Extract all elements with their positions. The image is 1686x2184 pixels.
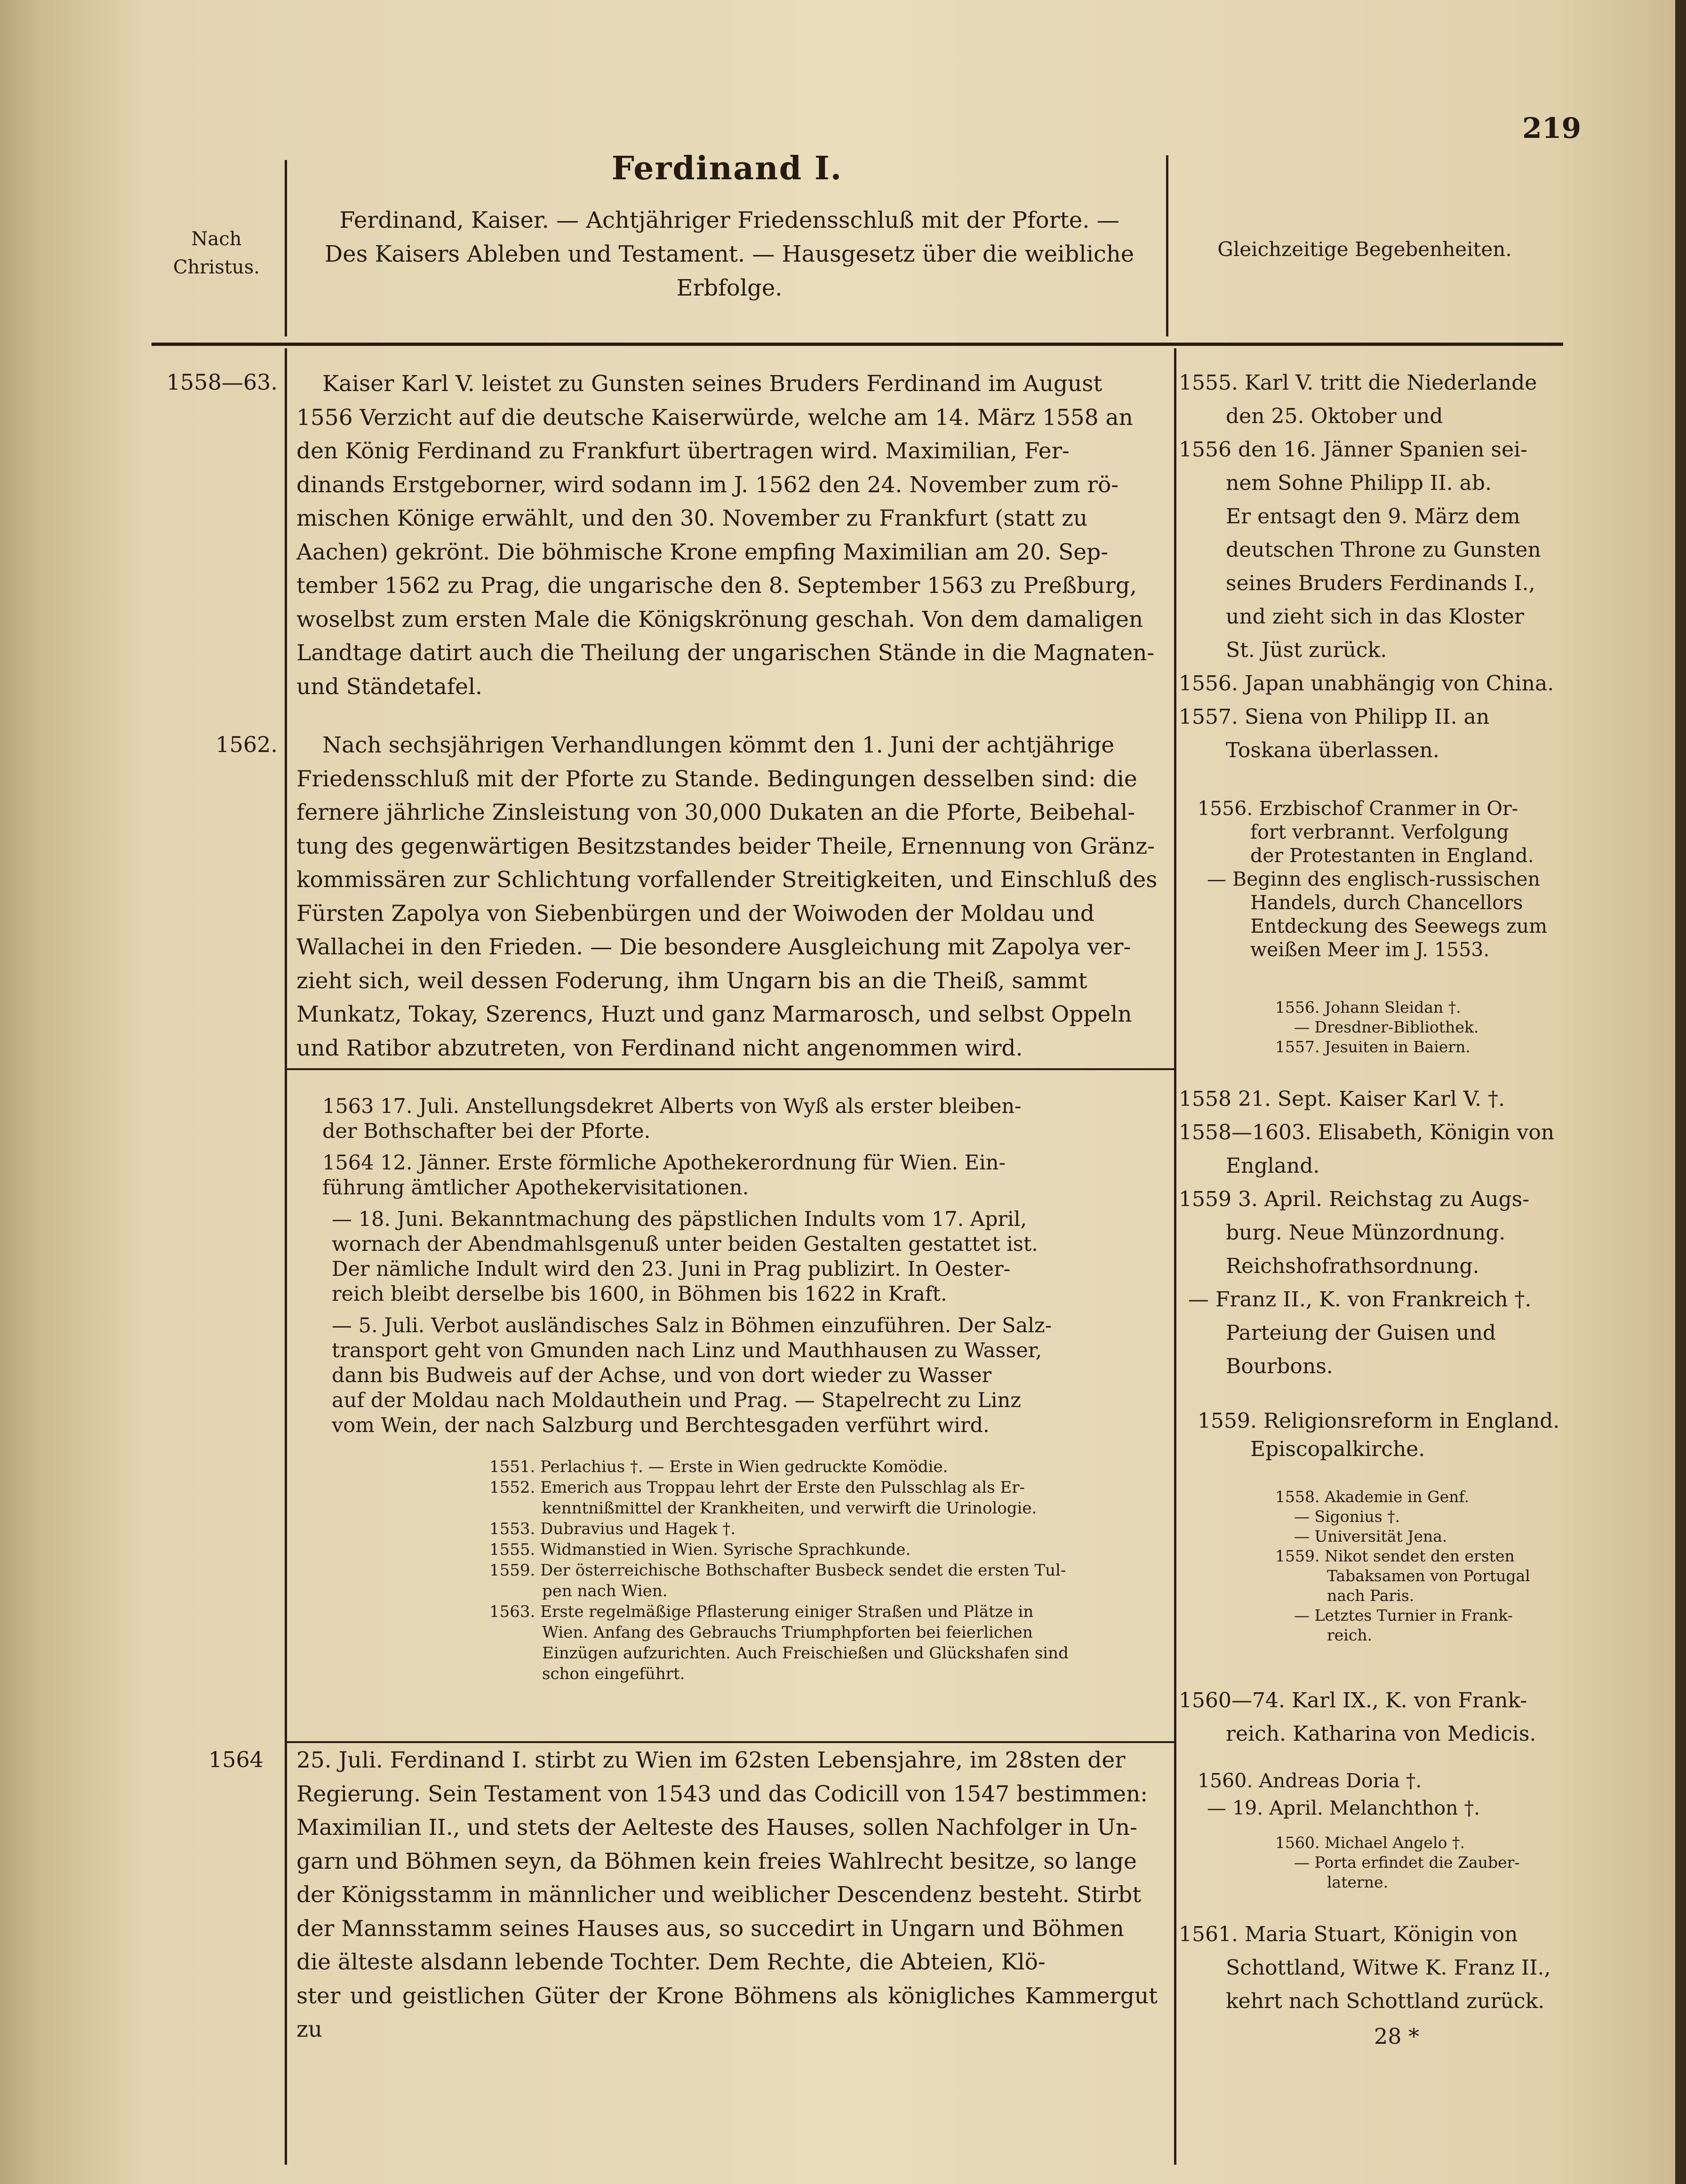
text-line: Friedensschluß mit der Pforte zu Stande. Bedingungen desselben sind: die	[296, 766, 1137, 792]
small-note-line: schon eingeführt.	[542, 1664, 685, 1683]
right-line: 1560—74. Karl IX., K. von Frank-	[1179, 1688, 1527, 1712]
binding-margin	[0, 0, 45, 2184]
subtitle-line: Ferdinand, Kaiser. — Achtjähriger Friedensschluß mit der Pforte. —	[339, 207, 1119, 233]
right-line: St. Jüst zurück.	[1226, 638, 1387, 662]
right-line: 1561. Maria Stuart, Königin von	[1179, 1922, 1518, 1946]
right-line: Entdeckung des Seewegs zum	[1250, 915, 1547, 937]
column-rule-left	[285, 348, 287, 2165]
right-line: laterne.	[1327, 1873, 1389, 1891]
note-item	[322, 1313, 1155, 1438]
right-line: — Porta erfindet die Zauber-	[1294, 1853, 1520, 1872]
right-line: — Franz II., K. von Frankreich †.	[1188, 1288, 1532, 1312]
text-line: die älteste alsdann lebende Tochter. Dem Rechte, die Abteien, Klö-	[296, 1949, 1046, 1975]
header-column-years	[155, 225, 278, 281]
contemporary-block-1	[1179, 366, 1565, 767]
page-edge	[1675, 0, 1686, 2184]
note-line: auf der Moldau nach Moldauthein und Prag. — Stapelrecht zu Linz	[332, 1389, 1021, 1412]
contemporary-block-2	[1198, 797, 1565, 961]
right-line: 1556. Erzbischof Cranmer in Or-	[1198, 797, 1518, 820]
subtitle-line: Erbfolge.	[676, 275, 783, 301]
right-line: der Protestanten in England.	[1250, 844, 1534, 867]
note-line: vom Wein, der nach Salzburg und Berchtesgaden verführt wird.	[332, 1414, 990, 1437]
note-line: führung ämtlicher Apothekervisitationen.	[322, 1176, 749, 1200]
right-line: 1558—1603. Elisabeth, Königin von	[1179, 1120, 1555, 1144]
right-line: nach Paris.	[1327, 1586, 1414, 1605]
header-years-line2: Christus.	[173, 256, 260, 278]
note-line: 1564 12. Jänner. Erste förmliche Apothekerordnung für Wien. Ein-	[322, 1151, 1006, 1175]
note-line: der Bothschafter bei der Pforte.	[322, 1120, 651, 1143]
right-line: kehrt nach Schottland zurück.	[1226, 1989, 1545, 2013]
note-line: dann bis Budweis auf der Achse, und von dort wieder zu Wasser	[332, 1364, 992, 1387]
contemporary-block-7	[1179, 1684, 1565, 1751]
note-line: Der nämliche Indult wird den 23. Juni in Prag publizirt. In Oester-	[332, 1257, 1011, 1281]
text-line: fernere jährliche Zinsleistung von 30,000 Dukaten an die Pforte, Beibehal-	[296, 800, 1135, 825]
text-line: ster und geistlichen Güter der Krone Böhmens als königliches Kammergut zu	[296, 1983, 1158, 2042]
right-line: weißen Meer im J. 1553.	[1250, 938, 1490, 961]
right-line: 1556. Johann Sleidan †.	[1275, 998, 1461, 1016]
note-line: transport geht von Gmunden nach Linz und Mauthhausen zu Wasser,	[332, 1339, 1042, 1362]
section-rule	[285, 1068, 1174, 1070]
contemporary-block-6	[1275, 1487, 1558, 1645]
text-line: mischen Könige erwählt, und den 30. November zu Frankfurt (statt zu	[296, 505, 1088, 531]
text-line: Landtage datirt auch die Theilung der ungarischen Stände in die Magnaten-	[296, 640, 1155, 666]
text-line: 1556 Verzicht auf die deutsche Kaiserwürde, welche am 14. März 1558 an	[296, 404, 1133, 431]
entry-text	[296, 1744, 1158, 2047]
small-note-line: 1559. Der österreichische Bothschafter Busbeck sendet die ersten Tul-	[489, 1561, 1066, 1580]
text-line: tember 1562 zu Prag, die ungarische den 8. September 1563 zu Preßburg,	[296, 573, 1137, 599]
right-line: 1556. Japan unabhängig von China.	[1179, 672, 1554, 696]
contemporary-block-5	[1198, 1407, 1565, 1464]
right-line: Schottland, Witwe K. Franz II.,	[1226, 1956, 1551, 1980]
right-line: Handels, durch Chancellors	[1250, 891, 1523, 914]
text-line: Wallachei in den Frieden. — Die besondere Ausgleichung mit Zapolya ver-	[296, 934, 1131, 960]
right-line: Bourbons.	[1226, 1354, 1333, 1378]
right-line: Parteiung der Guisen und	[1226, 1321, 1496, 1345]
small-note-line: 1551. Perlachius †. — Erste in Wien gedruckte Komödie.	[489, 1457, 948, 1476]
right-line: nem Sohne Philipp II. ab.	[1226, 471, 1492, 495]
small-note-line: Wien. Anfang des Gebrauchs Triumphpforten bei feierlichen	[542, 1623, 1033, 1642]
text-line: tung des gegenwärtigen Besitzstandes beider Theile, Ernennung von Gränz-	[296, 833, 1155, 859]
text-line: Regierung. Sein Testament von 1543 und das Codicill von 1547 bestimmen:	[296, 1781, 1148, 1807]
right-line: England.	[1226, 1154, 1320, 1178]
right-line: deutschen Throne zu Gunsten	[1226, 538, 1541, 562]
contemporary-block-3	[1275, 998, 1558, 1057]
header-rule	[152, 343, 1563, 346]
text-line: Nach sechsjährigen Verhandlungen kömmt den 1. Juni der achtjährige	[322, 732, 1115, 758]
header-divider-left	[285, 160, 287, 336]
small-note-line: 1555. Widmanstied in Wien. Syrische Sprachkunde.	[489, 1540, 911, 1559]
right-line: 1558. Akademie in Genf.	[1275, 1488, 1469, 1506]
text-line: und Ratibor abzutreten, von Ferdinand nicht angenommen wird.	[296, 1035, 1023, 1061]
small-notes-block	[489, 1456, 1158, 1684]
right-line: Reichshofrathsordnung.	[1226, 1254, 1479, 1278]
right-line: — Universität Jena.	[1294, 1527, 1447, 1545]
contemporary-block-10	[1179, 1918, 1565, 2018]
entry-text	[296, 367, 1158, 704]
right-line: — Letztes Turnier in Frank-	[1294, 1606, 1513, 1624]
right-line: Tabaksamen von Portugal	[1327, 1567, 1530, 1585]
small-note-line: pen nach Wien.	[542, 1582, 668, 1600]
right-line: 1556 den 16. Jänner Spanien sei-	[1179, 438, 1527, 462]
entry-year: 1558—63.	[166, 369, 278, 395]
entry-year: 1564	[208, 1747, 264, 1772]
note-line: wornach der Abendmahlsgenuß unter beiden Gestalten gestattet ist.	[332, 1232, 1038, 1256]
text-line: kommissären zur Schlichtung vorfallender Streitigkeiten, und Einschluß des	[296, 867, 1158, 893]
right-line: 1559. Nikot sendet den ersten	[1275, 1547, 1515, 1565]
text-line: 25. Juli. Ferdinand I. stirbt zu Wien im 62sten Lebensjahre, im 28sten der	[296, 1747, 1126, 1773]
note-line: 1563 17. Juli. Anstellungsdekret Alberts von Wyß als erster bleiben-	[322, 1095, 1022, 1118]
entry-text	[296, 728, 1158, 1065]
printer-signature: 28 *	[1374, 2024, 1420, 2049]
small-note-line: 1552. Emerich aus Troppau lehrt der Erste den Pulsschlag als Er-	[489, 1478, 1025, 1497]
right-line: Toskana überlassen.	[1226, 738, 1439, 762]
text-line: den König Ferdinand zu Frankfurt übertragen wird. Maximilian, Fer-	[296, 438, 1070, 464]
note-line: — 18. Juni. Bekanntmachung des päpstlichen Indults vom 17. April,	[332, 1208, 1027, 1231]
text-line: Fürsten Zapolya von Siebenbürgen und der Woiwoden der Moldau und	[296, 900, 1095, 927]
text-line: der Königsstamm in männlicher und weiblicher Descendenz besteht. Stirbt	[296, 1882, 1142, 1908]
text-line: dinands Erstgeborner, wird sodann im J. 1562 den 24. November zum rö-	[296, 472, 1119, 498]
section-rule-2	[285, 1741, 1174, 1743]
right-line: — 19. April. Melanchthon †.	[1207, 1797, 1480, 1819]
text-line: Kaiser Karl V. leistet zu Gunsten seines Bruders Ferdinand im August	[322, 371, 1103, 397]
right-line: seines Bruders Ferdinands I.,	[1226, 571, 1535, 595]
right-line: 1558 21. Sept. Kaiser Karl V. †.	[1179, 1087, 1505, 1111]
page-number: 219	[1522, 112, 1582, 145]
header-years-line1: Nach	[191, 228, 242, 250]
subtitle-line: Des Kaisers Ableben und Testament. — Hausgesetz über die weibliche	[324, 241, 1135, 267]
note-item	[322, 1094, 1155, 1144]
text-line: Munkatz, Tokay, Szerencs, Huzt und ganz Marmarosch, und selbst Oppeln	[296, 1001, 1132, 1027]
text-line: Aachen) gekrönt. Die böhmische Krone empfing Maximilian am 20. Sep-	[296, 539, 1109, 565]
column-rule-right	[1174, 348, 1176, 2165]
right-line: 1557. Siena von Philipp II. an	[1179, 705, 1490, 729]
note-line: reich bleibt derselbe bis 1600, in Böhmen bis 1622 in Kraft.	[332, 1282, 947, 1306]
header-subtitle	[301, 203, 1158, 305]
contemporary-block-4	[1179, 1082, 1565, 1383]
text-line: zieht sich, weil dessen Foderung, ihm Ungarn bis an die Theiß, sammt	[296, 968, 1087, 994]
small-note-line: 1553. Dubravius und Hagek †.	[489, 1520, 736, 1538]
notes-block	[322, 1094, 1155, 1438]
note-item	[322, 1207, 1155, 1307]
small-note-line: 1563. Erste regelmäßige Pflasterung einiger Straßen und Plätze in	[489, 1602, 1034, 1621]
text-line: Maximilian II., und stets der Aelteste des Hauses, sollen Nachfolger in Un-	[296, 1815, 1137, 1840]
note-line: — 5. Juli. Verbot ausländisches Salz in Böhmen einzuführen. Der Salz-	[332, 1314, 1052, 1337]
right-line: den 25. Oktober und	[1226, 404, 1443, 428]
right-line: reich.	[1327, 1626, 1373, 1644]
right-line: und zieht sich in das Kloster	[1226, 605, 1524, 629]
right-line: 1560. Andreas Doria †.	[1198, 1769, 1422, 1792]
small-note-line: Einzügen aufzurichten. Auch Freischießen und Glückshafen sind	[542, 1644, 1069, 1663]
header-divider-right	[1166, 155, 1168, 336]
right-line: fort verbrannt. Verfolgung	[1250, 821, 1509, 843]
right-line: — Sigonius †.	[1294, 1507, 1400, 1526]
text-line: woselbst zum ersten Male die Königskrönung geschah. Von dem damaligen	[296, 606, 1143, 632]
text-line: garn und Böhmen seyn, da Böhmen kein freies Wahlrecht besitze, so lange	[296, 1848, 1137, 1874]
text-line: der Mannsstamm seines Hauses aus, so succedirt in Ungarn und Böhmen	[296, 1915, 1124, 1942]
right-line: reich. Katharina von Medicis.	[1226, 1722, 1536, 1746]
right-line: 1559. Religionsreform in England.	[1198, 1409, 1560, 1433]
right-line: — Dresdner-Bibliothek.	[1294, 1018, 1479, 1036]
contemporary-block-9	[1275, 1833, 1558, 1892]
right-line: burg. Neue Münzordnung.	[1226, 1221, 1506, 1245]
right-line: Episcopalkirche.	[1250, 1437, 1425, 1461]
right-line: Er entsagt den 9. März dem	[1226, 504, 1520, 528]
right-line: 1559 3. April. Reichstag zu Augs-	[1179, 1187, 1530, 1211]
contemporary-block-8	[1198, 1767, 1565, 1822]
text-line: und Ständetafel.	[296, 673, 482, 700]
right-line: 1560. Michael Angelo †.	[1275, 1833, 1465, 1852]
header-column-contemporary: Gleichzeitige Begebenheiten.	[1217, 238, 1512, 261]
right-line: 1557. Jesuiten in Baiern.	[1275, 1038, 1470, 1056]
page-title: Ferdinand I.	[611, 150, 843, 187]
entry-year: 1562.	[216, 732, 278, 757]
small-note-line: kenntnißmittel der Krankheiten, und verwirft die Urinologie.	[542, 1499, 1037, 1518]
note-item	[322, 1151, 1155, 1200]
right-line: — Beginn des englisch-russischen	[1207, 868, 1540, 890]
right-line: 1555. Karl V. tritt die Niederlande	[1179, 371, 1537, 395]
